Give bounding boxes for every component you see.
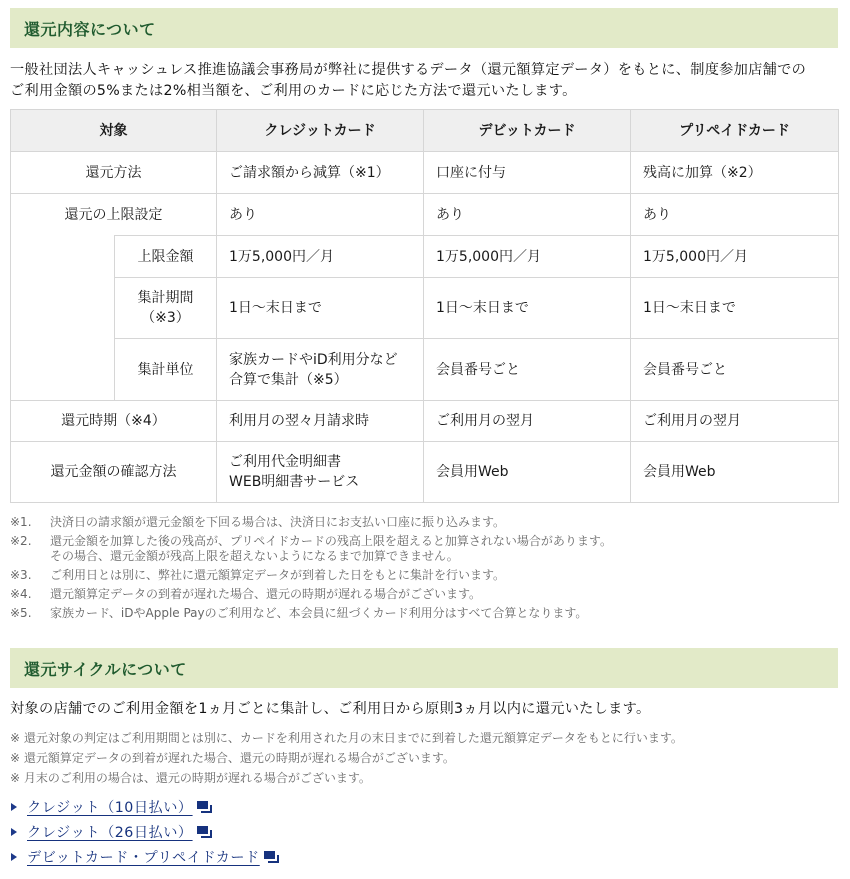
section-header-reward-cycle <box>10 648 838 688</box>
footnote-text <box>50 604 840 623</box>
cell-credit <box>217 442 424 503</box>
triangle-bullet-icon <box>11 828 17 836</box>
footnote-1 <box>10 513 840 532</box>
row-label: 還元の上限設定 <box>11 194 217 236</box>
sublabel-line-2: （※3） <box>141 310 190 326</box>
cell-credit: ご請求額から減算（※1） <box>217 152 424 194</box>
section-header-reward-content <box>10 8 838 48</box>
footnote-text <box>50 585 840 604</box>
header-debit: デビットカード <box>424 110 631 152</box>
table-row-timing <box>11 401 839 442</box>
footnote-text <box>50 513 840 532</box>
section-title: 還元内容について <box>24 19 156 39</box>
table-row-method <box>11 152 839 194</box>
cell-prepaid: 会員番号ごと <box>631 339 839 401</box>
cell-prepaid: ご利用月の翌月 <box>631 401 839 442</box>
cell-debit: あり <box>424 194 631 236</box>
footnote-line: 還元金額を加算した後の残高が、プリペイドカードの残高上限を超えると加算されない場合があります。 <box>50 534 612 548</box>
table-row-limit <box>11 194 839 236</box>
footnote-text <box>50 532 840 566</box>
reward-table <box>10 109 839 503</box>
external-window-icon[interactable] <box>197 826 212 838</box>
footnote-mark: ※1. <box>10 515 32 529</box>
cell-line-1: 家族カードやiD利用分など <box>229 351 398 368</box>
footnote-mark: ※2. <box>10 534 32 548</box>
cell-line-1: ご利用代金明細書 <box>229 454 341 470</box>
section-title: 還元サイクルについて <box>24 659 187 679</box>
cell-prepaid: 1万5,000円／月 <box>631 236 839 278</box>
intro-line-1: 一般社団法人キャッシュレス推進協議会事務局が弊社に提供するデータ（還元額算定データ）をもとに、制度参加店舗での <box>10 62 807 78</box>
table-row-period <box>11 278 839 339</box>
cell-prepaid: 残高に加算（※2） <box>631 152 839 194</box>
footnote-2 <box>10 532 840 566</box>
cell-debit: ご利用月の翌月 <box>424 401 631 442</box>
cycle-note: ※ 月末のご利用の場合は、還元の時期が遅れる場合がございます。 <box>10 771 371 785</box>
footnote-line: その場合、還元金額が残高上限を超えないようになるまで加算できません。 <box>50 549 459 563</box>
footnote-mark: ※3. <box>10 568 32 582</box>
cell-credit: 1万5,000円／月 <box>217 236 424 278</box>
footnote-mark: ※4. <box>10 587 32 601</box>
row-label: 還元方法 <box>11 152 217 194</box>
footnote-line: 家族カード、iDやApple Payのご利用など、本会員に紐づくカード利用分はすべて合算となります。 <box>50 606 588 620</box>
cell-debit: 会員番号ごと <box>424 339 631 401</box>
cell-debit: 1日〜末日まで <box>424 278 631 339</box>
header-target: 対象 <box>11 110 217 152</box>
link-item-credit-26 <box>10 819 279 844</box>
footnote-line: 決済日の請求額が還元金額を下回る場合は、決済日にお支払い口座に振り込みます。 <box>50 515 506 529</box>
cell-credit: 利用月の翌々月請求時 <box>217 401 424 442</box>
footnote-mark: ※5. <box>10 606 32 620</box>
external-window-icon[interactable] <box>197 801 212 813</box>
cell-debit: 口座に付与 <box>424 152 631 194</box>
footnote-4 <box>10 585 840 604</box>
header-prepaid: プリペイドカード <box>631 110 839 152</box>
table-header-row <box>11 110 839 152</box>
row-sublabel <box>115 278 217 339</box>
cycle-note: ※ 還元額算定データの到着が遅れた場合、還元の時期が遅れる場合がございます。 <box>10 751 455 765</box>
row-sublabel: 集計単位 <box>115 339 217 401</box>
intro-text <box>10 60 842 102</box>
cycle-note: ※ 還元対象の判定はご利用期間とは別に、カードを利用された月の末日までに到着した還元額算定データをもとに行います。 <box>10 731 683 745</box>
footnote-line: ご利用日とは別に、弊社に還元額算定データが到着した日をもとに集計を行います。 <box>50 568 506 582</box>
link-item-debit-prepaid <box>10 844 279 869</box>
triangle-bullet-icon <box>11 803 17 811</box>
table-row-unit <box>11 339 839 401</box>
cell-credit <box>217 339 424 401</box>
cell-prepaid: 1日〜末日まで <box>631 278 839 339</box>
intro-line-2: ご利用金額の5%または2%相当額を、ご利用のカードに応じた方法で還元いたします。 <box>10 83 577 99</box>
link-item-credit-10 <box>10 794 279 819</box>
cycle-description: 対象の店舗でのご利用金額を1ヵ月ごとに集計し、ご利用日から原則3ヵ月以内に還元いたします。 <box>10 701 651 717</box>
triangle-bullet-icon <box>11 853 17 861</box>
link-list <box>10 794 279 869</box>
link-credit-26th[interactable]: クレジット（26日払い） <box>27 824 193 841</box>
footnote-5 <box>10 604 840 623</box>
cycle-notes <box>10 728 842 788</box>
cell-prepaid: 会員用Web <box>631 442 839 503</box>
table-row-confirm <box>11 442 839 503</box>
header-credit: クレジットカード <box>217 110 424 152</box>
cell-credit: あり <box>217 194 424 236</box>
indent-cell <box>11 236 115 401</box>
footnote-text <box>50 566 840 585</box>
row-label: 還元金額の確認方法 <box>11 442 217 503</box>
table-row-limit-amount <box>11 236 839 278</box>
footnote-3 <box>10 566 840 585</box>
footnotes <box>10 513 840 623</box>
footnote-line: 還元額算定データの到着が遅れた場合、還元の時期が遅れる場合がございます。 <box>50 587 482 601</box>
cell-line-2: WEB明細書サービス <box>229 474 360 490</box>
link-credit-10th[interactable]: クレジット（10日払い） <box>27 799 193 816</box>
row-label: 還元時期（※4） <box>11 401 217 442</box>
row-sublabel: 上限金額 <box>115 236 217 278</box>
cell-prepaid: あり <box>631 194 839 236</box>
cell-credit: 1日〜末日まで <box>217 278 424 339</box>
cell-debit: 1万5,000円／月 <box>424 236 631 278</box>
link-debit-prepaid[interactable]: デビットカード・プリペイドカード <box>27 849 260 866</box>
sublabel-line-1: 集計期間 <box>137 290 194 306</box>
cell-line-2: 合算で集計（※5） <box>229 371 348 388</box>
cell-debit: 会員用Web <box>424 442 631 503</box>
external-window-icon[interactable] <box>264 851 279 863</box>
